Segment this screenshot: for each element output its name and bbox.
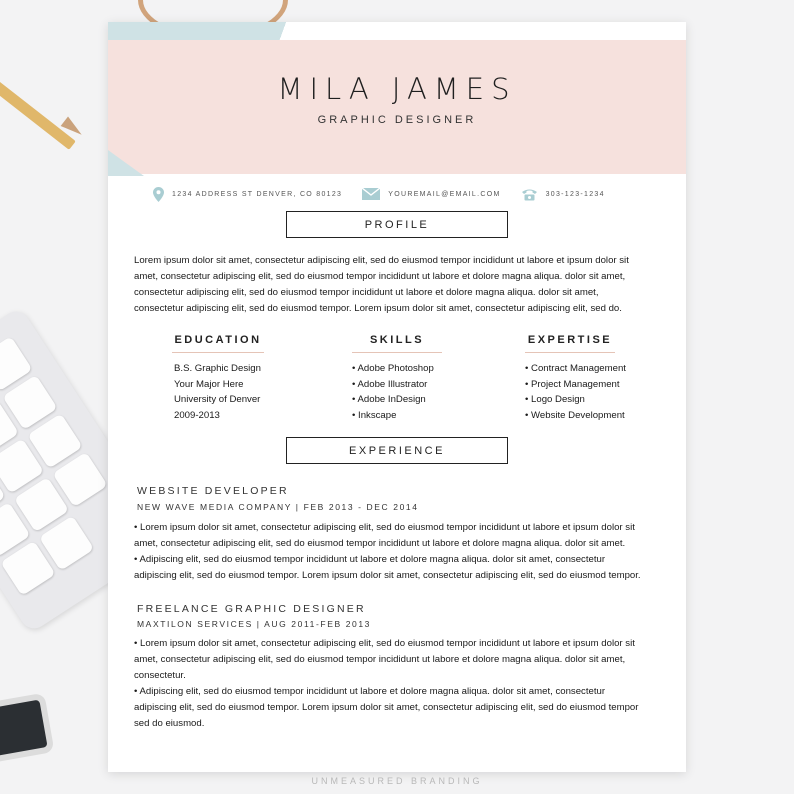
profile-line: Lorem ipsum dolor sit amet, consectetur adipiscing elit, sed do eiusmod tempor incididunt ut labore et ipsum dolor sit: [134, 255, 629, 266]
candidate-role: GRAPHIC DESIGNER: [317, 114, 477, 126]
job-line: sed do eiusmod.: [134, 718, 205, 729]
profile-line: consectetur adipiscing elit, sed do eiusmod tempor incididunt ut labore et dolore magna aliqua. dolor sit amet,: [134, 287, 599, 298]
profile-heading: PROFILE: [286, 211, 508, 238]
pencil: [0, 61, 76, 150]
job-title: FREELANCE GRAPHIC DESIGNER: [137, 603, 366, 615]
job-line: • Lorem ipsum dolor sit amet, consectetur adipiscing elit, sed do eiusmod tempor incididunt ut labore et ipsum dolor sit: [134, 522, 635, 533]
job-description: [134, 520, 668, 584]
job-line: • Adipiscing elit, sed do eiusmod tempor incididunt ut labore et dolore magna aliqua. dolor sit amet, consectetur: [134, 554, 606, 565]
contact-address: [153, 187, 342, 202]
education-item: B.S. Graphic Design: [174, 363, 261, 374]
job-line: amet, consectetur adipiscing elit, sed do eiusmod tempor incididunt ut labore et dolore magna aliqua. dolor sit amet,: [134, 654, 626, 665]
watermark: UNMEASURED BRANDING: [311, 776, 483, 786]
skills-item: • Adobe Illustrator: [352, 378, 428, 390]
education-heading: EDUCATION: [172, 334, 264, 353]
job-line: • Lorem ipsum dolor sit amet, consectetur adipiscing elit, sed do eiusmod tempor incididunt ut labore et ipsum dolor sit: [134, 638, 635, 649]
education-item: 2009-2013: [174, 409, 220, 421]
job-subtitle: MAXTILON SERVICES | AUG 2011-FEB 2013: [137, 619, 371, 629]
email-text: YOUREMAIL@EMAIL.COM: [388, 190, 501, 198]
job-description: [134, 636, 668, 732]
job-line: consectetur.: [134, 670, 186, 681]
expertise-item: • Project Management: [525, 378, 620, 390]
skills-item: • Adobe InDesign: [352, 394, 426, 405]
job-line: • Adipiscing elit, sed do eiusmod tempor incididunt ut labore et dolore magna aliqua. dolor sit amet, consectetur: [134, 686, 606, 697]
education-item: University of Denver: [174, 394, 261, 405]
expertise-column: [525, 334, 626, 423]
address-text: 1234 ADDRESS ST DENVER, CO 80123: [172, 190, 343, 198]
contact-email: [362, 188, 500, 200]
header-band: [108, 40, 686, 174]
experience-heading: EXPERIENCE: [286, 437, 508, 464]
profile-line: amet, consectetur adipiscing elit, sed do eiusmod tempor incididunt ut labore et dolore magna aliqua. dolor sit amet,: [134, 271, 626, 282]
profile-text: [134, 253, 668, 317]
job-line: amet, consectetur adipiscing elit, sed do eiusmod tempor incididunt ut labore et dolore magna aliqua. dolor sit amet.: [134, 538, 626, 549]
corner-accent-bottom: [108, 150, 144, 176]
expertise-item: • Contract Management: [525, 363, 626, 374]
skills-item: • Inkscape: [352, 409, 397, 421]
education-column: [172, 334, 264, 423]
location-pin-icon: [153, 187, 164, 202]
contact-row: [153, 187, 605, 201]
phone-text: 303-123-1234: [545, 190, 605, 198]
job-subtitle: NEW WAVE MEDIA COMPANY | FEB 2013 - DEC 2014: [137, 502, 419, 512]
job-line: adipiscing elit, sed do eiusmod tempor. Lorem ipsum dolor sit amet, consectetur adipiscing elit, sed do eiusmod tempor: [134, 702, 639, 713]
corner-accent-top: [108, 22, 293, 40]
profile-line: consectetur adipiscing elit, sed do eiusmod tempor. Lorem ipsum dolor sit amet, consectetur adipiscing elit, sed do.: [134, 303, 622, 314]
skills-column: [352, 334, 442, 423]
envelope-icon: [362, 188, 380, 200]
job-line: adipiscing elit, sed do eiusmod tempor. Lorem ipsum dolor sit amet, consectetur adipiscing elit, sed do eiusmod tempor.: [134, 570, 641, 581]
education-item: Your Major Here: [174, 378, 244, 390]
resume-page: [108, 22, 686, 772]
job-title: WEBSITE DEVELOPER: [137, 485, 289, 497]
expertise-heading: EXPERTISE: [525, 334, 615, 353]
skills-item: • Adobe Photoshop: [352, 363, 434, 374]
phone: [0, 693, 55, 768]
skills-heading: SKILLS: [352, 334, 442, 353]
candidate-name: MILA JAMES: [277, 72, 517, 106]
expertise-item: • Website Development: [525, 409, 625, 421]
contact-phone: [521, 188, 605, 201]
expertise-item: • Logo Design: [525, 394, 585, 405]
telephone-icon: [521, 188, 538, 201]
